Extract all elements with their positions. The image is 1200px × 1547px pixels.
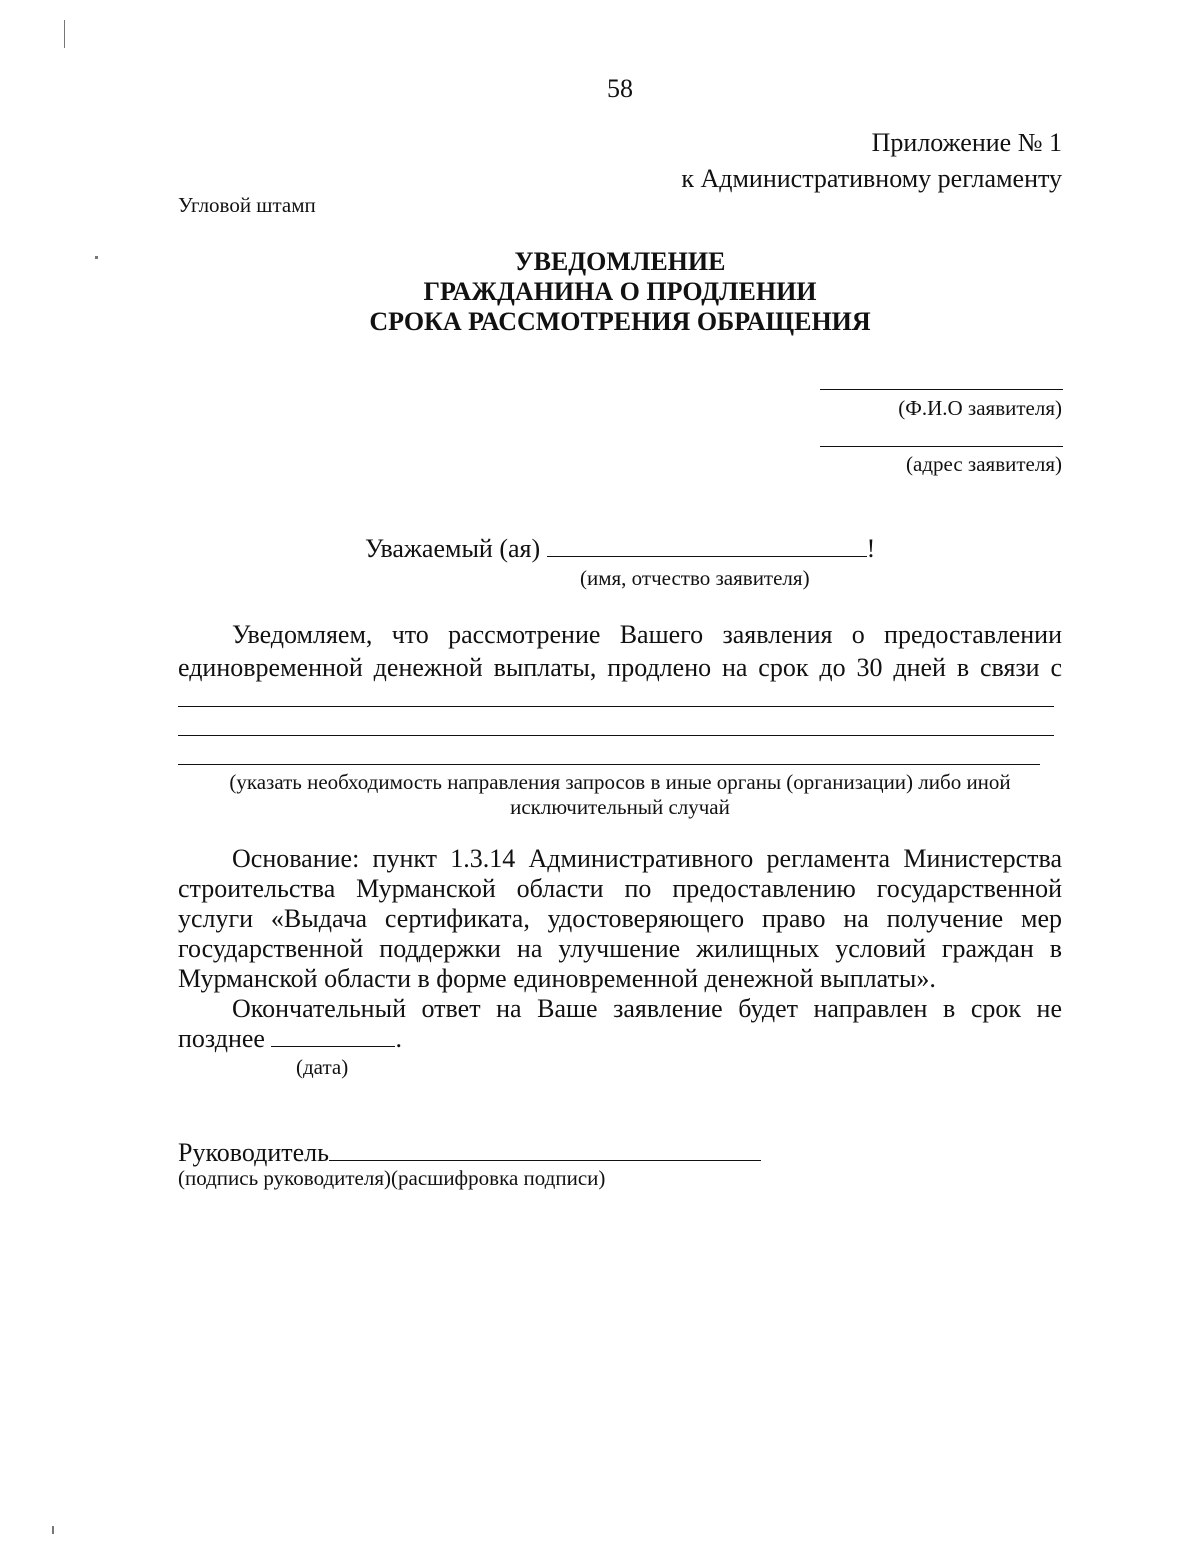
reason-line-3	[178, 764, 1040, 765]
salutation-name-line	[547, 534, 867, 557]
scan-artifact-mark	[64, 20, 65, 48]
reason-line-2	[178, 735, 1054, 736]
salutation-suffix: !	[866, 534, 876, 563]
title-line-2: ГРАЖДАНИНА О ПРОДЛЕНИИ	[423, 277, 817, 306]
salutation-prefix: Уважаемый (ая)	[365, 534, 541, 563]
basis-line-3: услуги «Выдача сертификата, удостоверяющего право на получение мер	[178, 904, 1062, 933]
scan-artifact-dot	[95, 256, 98, 259]
final-answer-date-line	[271, 1024, 395, 1047]
salutation	[365, 534, 875, 564]
appendix-line-2: к Административному регламенту	[681, 164, 1062, 193]
reason-caption-line-1: (указать необходимость направления запросов в иные органы (организации) либо иной	[229, 770, 1011, 794]
appendix-line-1: Приложение № 1	[871, 128, 1062, 157]
reason-caption-line-2: исключительный случай	[510, 795, 730, 819]
basis-line-5: Мурманской области в форме единовременной денежной выплаты».	[178, 964, 936, 993]
salutation-caption: (имя, отчество заявителя)	[580, 566, 810, 590]
title-line-3: СРОКА РАССМОТРЕНИЯ ОБРАЩЕНИЯ	[369, 307, 871, 336]
notice-line-2: единовременной денежной выплаты, продлено на срок до 30 дней в связи с	[178, 653, 1062, 682]
date-caption: (дата)	[296, 1055, 349, 1079]
signature-label: Руководитель	[178, 1138, 329, 1167]
final-answer-line-2	[178, 1024, 402, 1054]
corner-stamp-label: Угловой штамп	[178, 193, 316, 217]
scan-artifact-mark-bottom	[52, 1526, 54, 1534]
basis-line-1: Основание: пункт 1.3.14 Административного регламента Министерства	[232, 844, 1062, 873]
final-answer-line-1: Окончательный ответ на Ваше заявление будет направлен в срок не	[232, 994, 1062, 1023]
basis-line-2: строительства Мурманской области по предоставлению государственной	[178, 874, 1062, 903]
applicant-name-line	[820, 389, 1063, 390]
signature-line	[329, 1138, 761, 1161]
applicant-name-caption: (Ф.И.О заявителя)	[898, 396, 1062, 420]
final-answer-prefix: позднее	[178, 1024, 265, 1053]
notice-line-1: Уведомляем, что рассмотрение Вашего заявления о предоставлении	[232, 620, 1062, 649]
applicant-address-line	[820, 446, 1063, 447]
final-answer-suffix: .	[395, 1024, 402, 1053]
reason-line-1	[178, 706, 1054, 707]
basis-line-4: государственной поддержки на улучшение жилищных условий граждан в	[178, 934, 1062, 963]
signature-caption: (подпись руководителя)(расшифровка подписи)	[178, 1166, 606, 1190]
page-number: 58	[607, 74, 633, 103]
title-line-1: УВЕДОМЛЕНИЕ	[514, 247, 726, 276]
signature-block	[178, 1138, 761, 1168]
applicant-address-caption: (адрес заявителя)	[906, 452, 1062, 476]
